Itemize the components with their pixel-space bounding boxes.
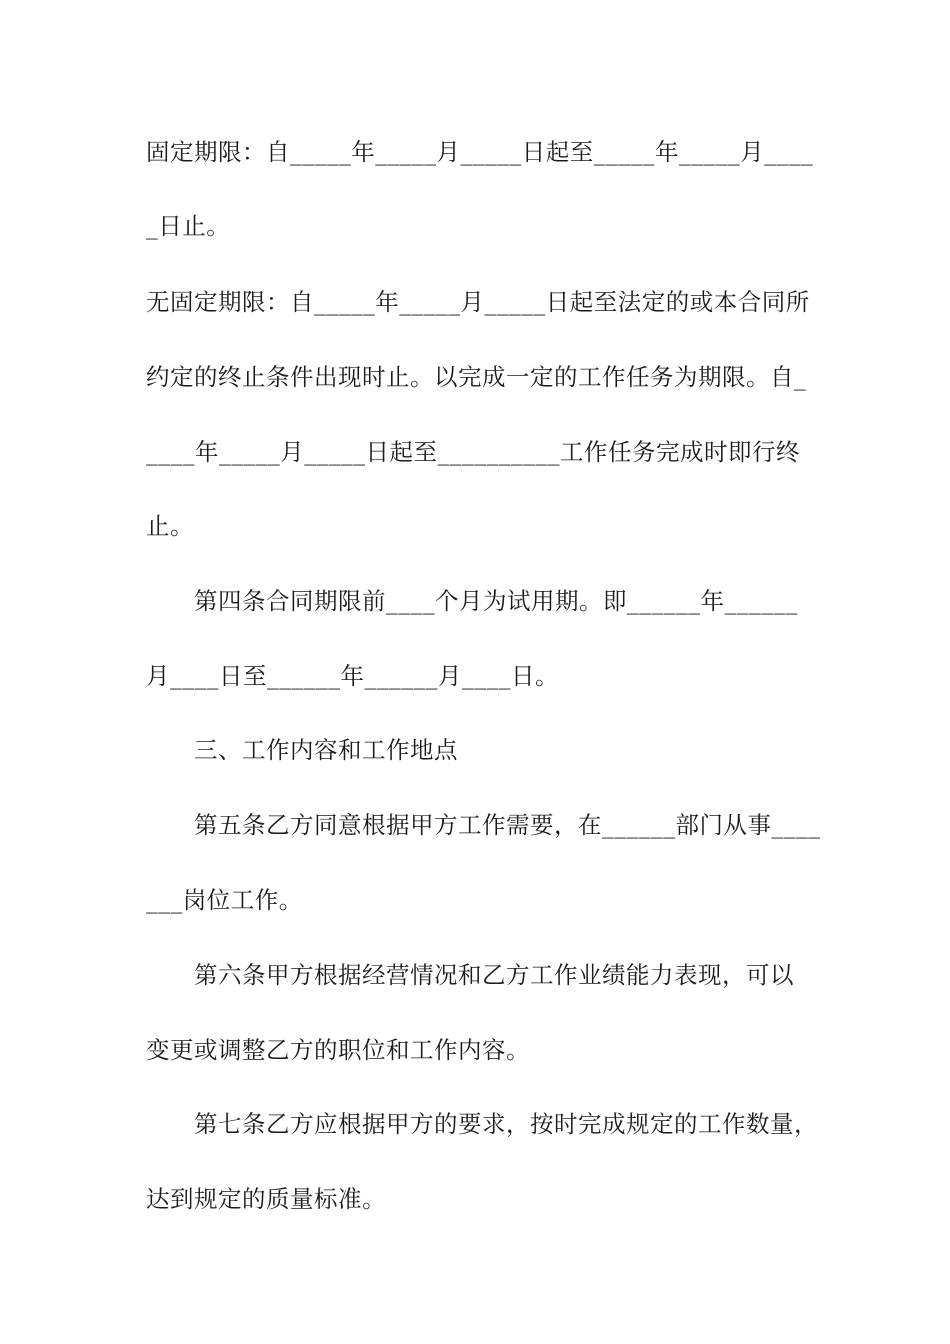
article-5-line-cont: ___岗位工作。: [146, 886, 303, 914]
section-heading: 三、工作内容和工作地点: [194, 736, 458, 764]
article-4-line-cont: 月____日至______年______月____日。: [146, 662, 559, 690]
article-5-line: 第五条乙方同意根据甲方工作需要，在______部门从事____: [194, 811, 821, 839]
article-6-line-cont: 变更或调整乙方的职位和工作内容。: [146, 1036, 530, 1064]
task-term-line-end: 止。: [146, 512, 194, 540]
article-7-line-cont: 达到规定的质量标准。: [146, 1185, 386, 1213]
fixed-term-line-cont: _日止。: [146, 212, 231, 240]
article-7-line: 第七条乙方应根据甲方的要求，按时完成规定的工作数量，: [194, 1110, 818, 1138]
article-6-line: 第六条甲方根据经营情况和乙方工作业绩能力表现，可以: [194, 961, 794, 989]
fixed-term-line: 固定期限：自_____年_____月_____日起至_____年_____月____: [146, 138, 814, 166]
task-term-line: ____年_____月_____日起至__________工作任务完成时即行终: [146, 438, 800, 466]
open-term-line: 无固定期限：自_____年_____月_____日起至法定的或本合同所: [146, 288, 810, 316]
open-term-line-cont: 约定的终止条件出现时止。以完成一定的工作任务为期限。自_: [146, 363, 807, 391]
article-4-line: 第四条合同期限前____个月为试用期。即______年______: [194, 587, 798, 615]
